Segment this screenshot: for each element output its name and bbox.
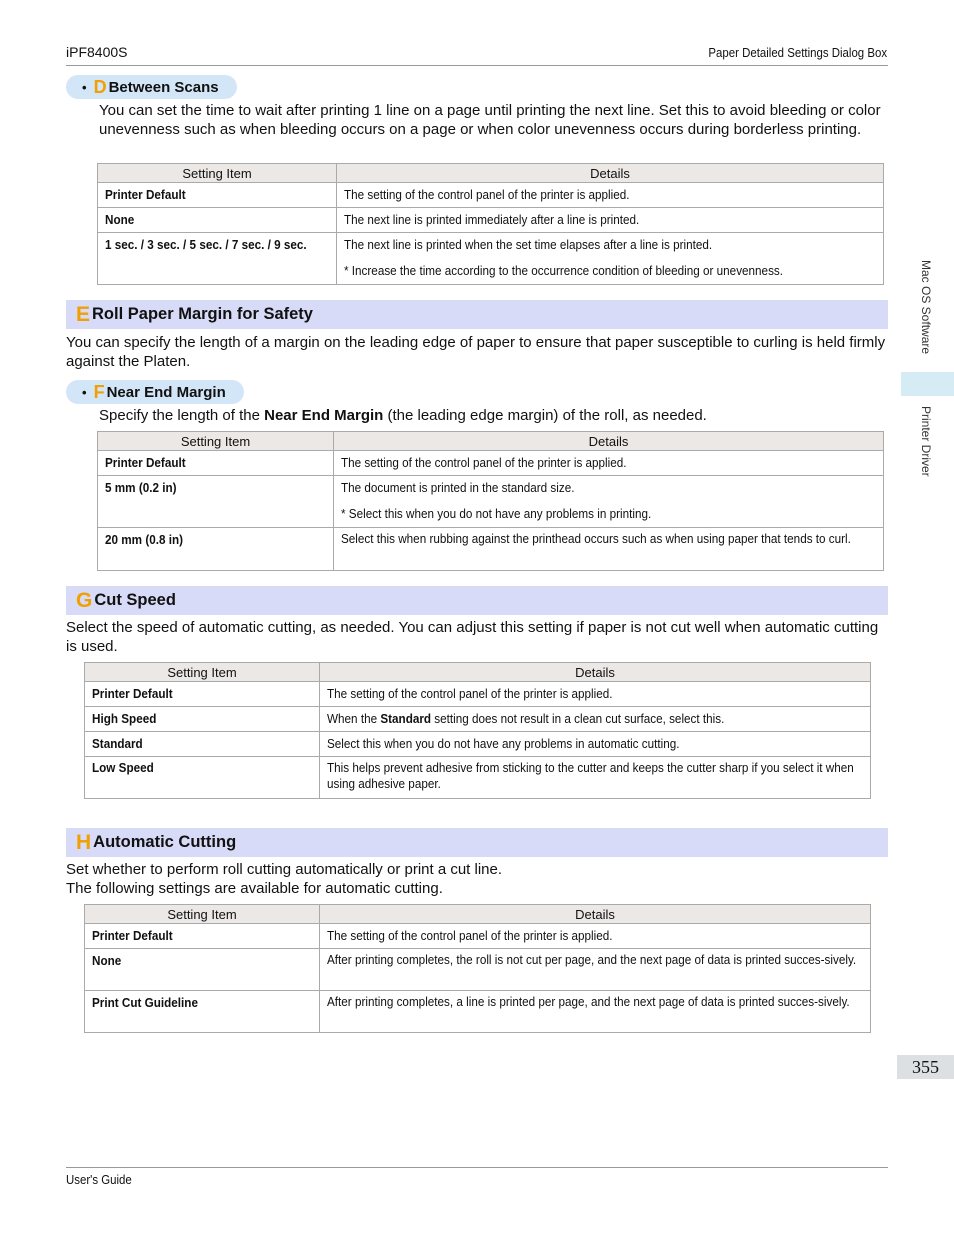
heading-letter: E — [76, 302, 91, 326]
automatic-cutting-description: Set whether to perform roll cutting automatically or print a cut line. The following settings are available for automatic cutting. — [66, 861, 503, 897]
table-row: 1 sec. / 3 sec. / 5 sec. / 7 sec. / 9 sec. The next line is printed when the set time elapses after a line is printed. * Increase the time according to the occurrence condition of bleeding or unevenness. — [98, 233, 884, 285]
table-row: High Speed When the Standard setting does not result in a clean cut surface, select this. — [85, 707, 871, 732]
column-header: Setting Item — [85, 663, 320, 682]
heading-automatic-cutting — [66, 828, 888, 857]
between-scans-table — [97, 163, 884, 285]
table-row: Low Speed This helps prevent adhesive from sticking to the cutter and keeps the cutter sharp if you select it when using adhesive paper. — [85, 757, 871, 799]
near-end-margin-table — [97, 431, 884, 571]
footer-rule — [66, 1167, 888, 1168]
heading-cut-speed — [66, 586, 888, 615]
footer-title: User's Guide — [66, 1172, 132, 1187]
heading-title: Cut Speed — [94, 591, 176, 609]
header-product: iPF8400S — [66, 44, 128, 60]
sidebar-tab-marker — [901, 372, 954, 396]
roll-margin-description: You can specify the length of a margin on the leading edge of paper to ensure that paper susceptible to curling is held firmly against the Platen. — [66, 334, 886, 370]
table-row: Print Cut Guideline After printing completes, a line is printed per page, and the next page of data is printed succes-sively. — [85, 991, 871, 1033]
heading-letter: D — [93, 76, 107, 97]
heading-letter: F — [93, 381, 105, 402]
heading-roll-paper-margin — [66, 300, 888, 329]
bullet-icon: • — [82, 79, 87, 95]
column-header: Setting Item — [85, 905, 320, 924]
column-header: Details — [334, 432, 884, 451]
column-header: Setting Item — [98, 432, 334, 451]
table-row: Printer Default The setting of the control panel of the printer is applied. — [98, 183, 884, 208]
heading-title: Near End Margin — [106, 383, 226, 401]
near-end-margin-description: Specify the length of the Near End Margin (the leading edge margin) of the roll, as needed. — [99, 407, 707, 424]
column-header: Setting Item — [98, 164, 337, 183]
heading-title: Between Scans — [108, 78, 219, 96]
header-rule — [66, 65, 888, 66]
table-row: None After printing completes, the roll is not cut per page, and the next page of data is printed succes-sively. — [85, 949, 871, 991]
table-row: Standard Select this when you do not have any problems in automatic cutting. — [85, 732, 871, 757]
heading-letter: G — [76, 588, 93, 612]
table-row: Printer Default The setting of the control panel of the printer is applied. — [98, 451, 884, 476]
cut-speed-table — [84, 662, 871, 799]
table-row: Printer Default The setting of the control panel of the printer is applied. — [85, 924, 871, 949]
automatic-cutting-table — [84, 904, 871, 1033]
table-row: None The next line is printed immediately after a line is printed. — [98, 208, 884, 233]
table-row: 20 mm (0.8 in) Select this when rubbing against the printhead occurs such as when using paper that tends to curl. — [98, 528, 884, 571]
between-scans-description: You can set the time to wait after printing 1 line on a page until printing the next line. Set this to avoid bleeding or color unevenness such as when bleeding occurs on a page or when color unevenness occurs during borderless printing. — [99, 102, 881, 138]
header-section-title: Paper Detailed Settings Dialog Box — [708, 45, 887, 60]
bullet-icon: • — [82, 384, 87, 400]
table-row: 5 mm (0.2 in) The document is printed in the standard size. * Select this when you do not have any problems in printing. — [98, 476, 884, 528]
heading-title: Roll Paper Margin for Safety — [92, 305, 313, 323]
column-header: Details — [337, 164, 884, 183]
page-number: 355 — [897, 1055, 954, 1079]
subheading-between-scans — [66, 75, 237, 99]
subheading-near-end-margin — [66, 380, 244, 404]
table-row: Printer Default The setting of the control panel of the printer is applied. — [85, 682, 871, 707]
column-header: Details — [320, 905, 871, 924]
sidebar-section-label: Printer Driver — [919, 406, 933, 477]
heading-letter: H — [76, 830, 92, 854]
sidebar-chapter-label: Mac OS Software — [919, 260, 933, 355]
heading-title: Automatic Cutting — [93, 833, 237, 851]
column-header: Details — [320, 663, 871, 682]
cut-speed-description: Select the speed of automatic cutting, as needed. You can adjust this setting if paper is not cut well when automatic cutting is used. — [66, 619, 879, 655]
